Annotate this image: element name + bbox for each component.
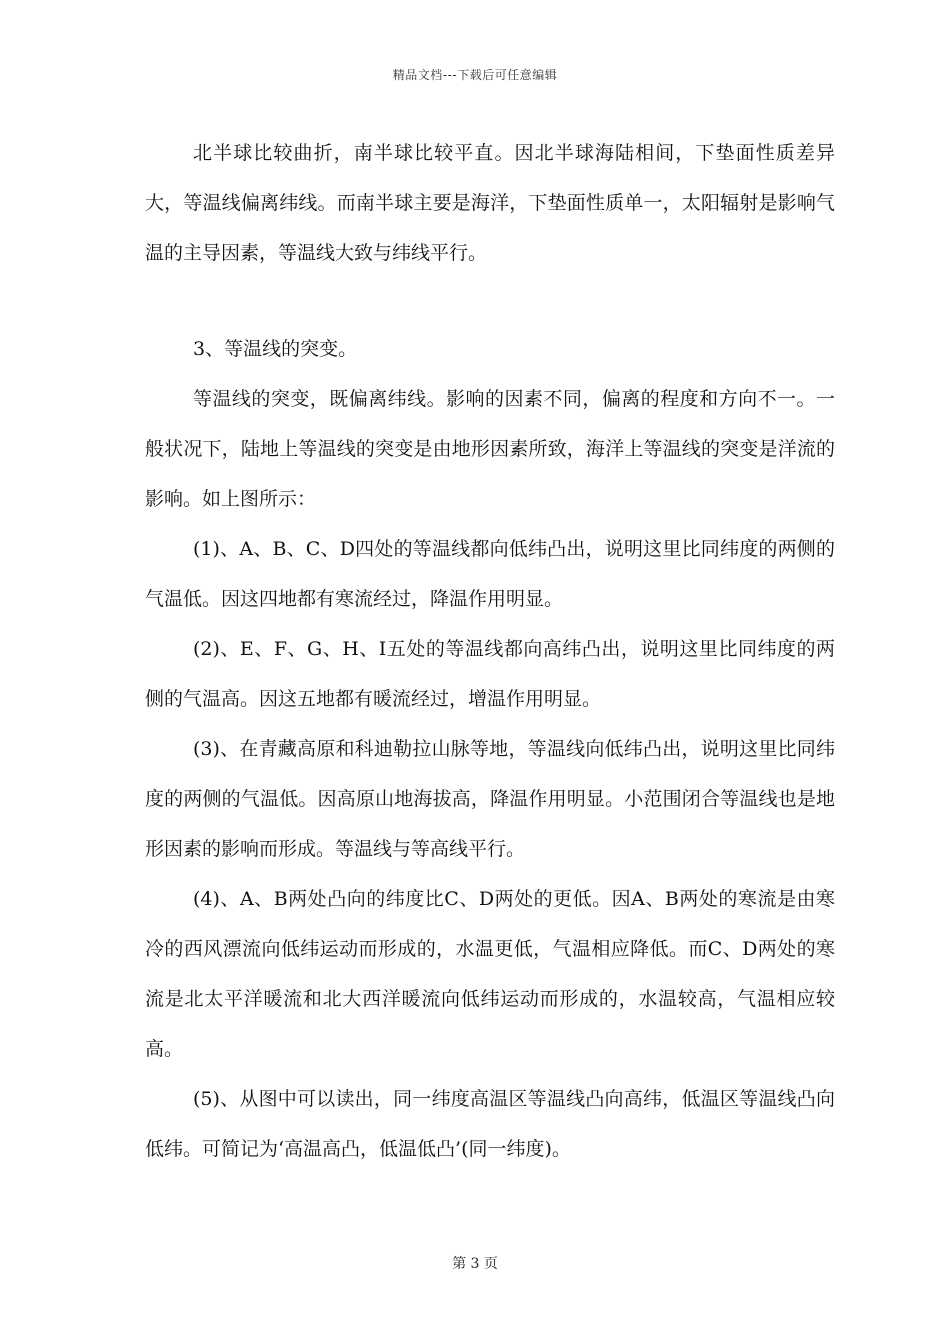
page-number: 第 3 页 — [452, 1256, 498, 1272]
list-item-5: (5)、从图中可以读出，同一纬度高温区等温线凸向高纬，低温区等温线凸向低纬。可简记为‘高温高凸，低温低凸’(同一纬度)。 — [145, 1088, 835, 1160]
section-heading-isotherm-anomaly: 3、等温线的突变。 — [193, 338, 358, 360]
list-item-2: (2)、E、F、G、H、I五处的等温线都向高纬凸出，说明这里比同纬度的两侧的气温高。因这五地都有暖流经过，增温作用明显。 — [145, 638, 835, 710]
page-header: 精品文档---下载后可任意编辑 — [392, 68, 558, 82]
paragraph-hemisphere-comparison: 北半球比较曲折，南半球比较平直。因北半球海陆相间，下垫面性质差异大，等温线偏离纬线。而南半球主要是海洋，下垫面性质单一，太阳辐射是影响气温的主导因素，等温线大致与纬线平行。 — [145, 142, 835, 264]
list-item-4: (4)、A、B两处凸向的纬度比C、D两处的更低。因A、B两处的寒流是由寒冷的西风漂流向低纬运动而形成的，水温更低，气温相应降低。而C、D两处的寒流是北太平洋暖流和北大西洋暖流向低纬运动而形成的，水温较高，气温相应较高。 — [145, 888, 835, 1060]
list-item-1: (1)、A、B、C、D四处的等温线都向低纬凸出，说明这里比同纬度的两侧的气温低。因这四地都有寒流经过，降温作用明显。 — [145, 538, 835, 610]
list-item-3: (3)、在青藏高原和科迪勒拉山脉等地，等温线向低纬凸出，说明这里比同纬度的两侧的气温低。因高原山地海拔高，降温作用明显。小范围闭合等温线也是地形因素的影响而形成。等温线与等高线平行。 — [145, 738, 835, 860]
paragraph-anomaly-intro: 等温线的突变，既偏离纬线。影响的因素不同，偏离的程度和方向不一。一般状况下，陆地上等温线的突变是由地形因素所致，海洋上等温线的突变是洋流的影响。如上图所示： — [145, 388, 835, 510]
document-body — [145, 128, 835, 1174]
